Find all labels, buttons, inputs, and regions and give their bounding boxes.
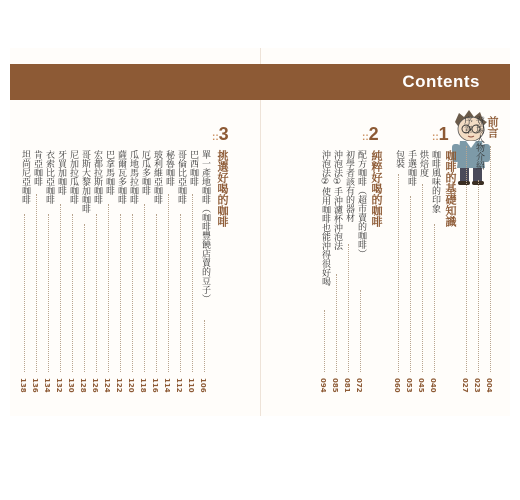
leader-dots xyxy=(72,214,73,372)
leader-dots xyxy=(132,214,133,372)
leader-dots xyxy=(490,146,491,372)
page-number: 045 xyxy=(417,378,425,393)
leader-dots xyxy=(168,194,169,372)
page-number: 112 xyxy=(175,378,183,393)
page-number: 110 xyxy=(187,378,195,393)
leader-dots xyxy=(96,214,97,372)
toc-item-label: 玻利維亞咖啡 xyxy=(152,150,162,204)
toc-item-label: 烘焙度 xyxy=(418,150,428,177)
page-number: 027 xyxy=(461,378,469,393)
page-number: 053 xyxy=(405,378,413,393)
front-item-label: 序章 xyxy=(462,116,472,134)
toc-item-label: 包裝 xyxy=(394,150,404,168)
leader-dots xyxy=(24,214,25,372)
leader-dots xyxy=(422,184,423,372)
toc-item-label: 配方咖啡（超市賣的咖啡） xyxy=(356,150,366,258)
leader-dots xyxy=(144,204,145,372)
leader-dots xyxy=(108,204,109,372)
leader-dots xyxy=(60,204,61,372)
leader-dots xyxy=(336,274,337,372)
page-number: 124 xyxy=(103,378,111,393)
chapter-title: 挑選好喝的咖啡 xyxy=(216,150,229,227)
page-number: 130 xyxy=(67,378,75,393)
chapter-title: 純粹好喝的咖啡 xyxy=(370,150,383,227)
page-number: 136 xyxy=(31,378,39,393)
toc-item-label: 巴西咖啡 xyxy=(188,150,198,186)
toc-item-label: 坦尚尼亞咖啡 xyxy=(20,150,30,204)
toc-item-label: 牙買加咖啡 xyxy=(56,150,66,195)
toc-item-label: 初學者該有的器材 xyxy=(344,150,354,222)
toc-item-label: 沖泡法②使用咖啡也能沖得很好喝 xyxy=(320,150,330,286)
toc-item-label: 肯亞咖啡 xyxy=(32,150,42,186)
leader-dots xyxy=(398,174,399,372)
leader-dots xyxy=(180,214,181,372)
leader-dots xyxy=(48,214,49,372)
toc-item-label: 單一產地咖啡（咖啡豐饒店賣的豆子） xyxy=(200,150,210,303)
toc-item-label: 宏都拉斯咖啡 xyxy=(92,150,102,204)
leader-dots xyxy=(410,196,411,372)
leader-dots xyxy=(324,310,325,372)
chapter-title: 咖啡的基礎知識 xyxy=(444,150,457,227)
page-number: 118 xyxy=(139,378,147,393)
page-gutter xyxy=(260,48,261,416)
leader-dots xyxy=(192,194,193,372)
page-number: 138 xyxy=(19,378,27,393)
toc-item-label: 尼加拉瓜咖啡 xyxy=(68,150,78,204)
leader-dots xyxy=(478,180,479,372)
leader-dots xyxy=(360,290,361,372)
front-item-label: 登場人物介紹 xyxy=(474,116,484,170)
toc-item-label: 厄瓜多咖啡 xyxy=(140,150,150,195)
leader-dots xyxy=(466,146,467,372)
page-number: 094 xyxy=(319,378,327,393)
page-number: 134 xyxy=(43,378,51,393)
page-number: 132 xyxy=(55,378,63,393)
leader-dots xyxy=(36,194,37,372)
chapter-number: ::2 xyxy=(362,124,379,144)
page-number: 040 xyxy=(429,378,437,393)
page-number: 085 xyxy=(331,378,339,393)
toc-item-label: 衣索比亞咖啡 xyxy=(44,150,54,204)
contents-title: Contents xyxy=(402,72,480,91)
leader-dots xyxy=(204,320,205,372)
page-number: 081 xyxy=(343,378,351,393)
toc-item-label: 咖啡風味的印象 xyxy=(430,150,440,213)
page-number: 116 xyxy=(151,378,159,393)
toc-item-label: 哥倫比亞咖啡 xyxy=(176,150,186,204)
page-number: 023 xyxy=(473,378,481,393)
page-number: 004 xyxy=(485,378,493,393)
page-number: 072 xyxy=(355,378,363,393)
page-number: 122 xyxy=(115,378,123,393)
page-number: 060 xyxy=(393,378,401,393)
page-number: 126 xyxy=(91,378,99,393)
toc-item-label: 手選咖啡 xyxy=(406,150,416,186)
toc-item-label: 哥斯大黎加咖啡 xyxy=(80,150,90,213)
chapter-number: ::1 xyxy=(432,124,449,144)
leader-dots xyxy=(434,224,435,372)
page-number: 120 xyxy=(127,378,135,393)
toc-item-label: 沖泡法①手沖濾杯沖泡法 xyxy=(332,150,342,250)
title-band xyxy=(10,64,510,100)
leader-dots xyxy=(120,214,121,372)
front-item-label: 前言 xyxy=(486,116,499,138)
leader-dots xyxy=(156,214,157,372)
toc-item-label: 巴拿馬咖啡 xyxy=(104,150,114,195)
toc-item-label: 秘魯咖啡 xyxy=(164,150,174,186)
leader-dots xyxy=(348,244,349,372)
page-number: 114 xyxy=(163,378,171,393)
toc-item-label: 瓜地馬拉咖啡 xyxy=(128,150,138,204)
leader-dots xyxy=(84,224,85,372)
chapter-number: ::3 xyxy=(212,124,229,144)
page-number: 106 xyxy=(199,378,207,393)
page-number: 128 xyxy=(79,378,87,393)
toc-item-label: 薩爾瓦多咖啡 xyxy=(116,150,126,204)
